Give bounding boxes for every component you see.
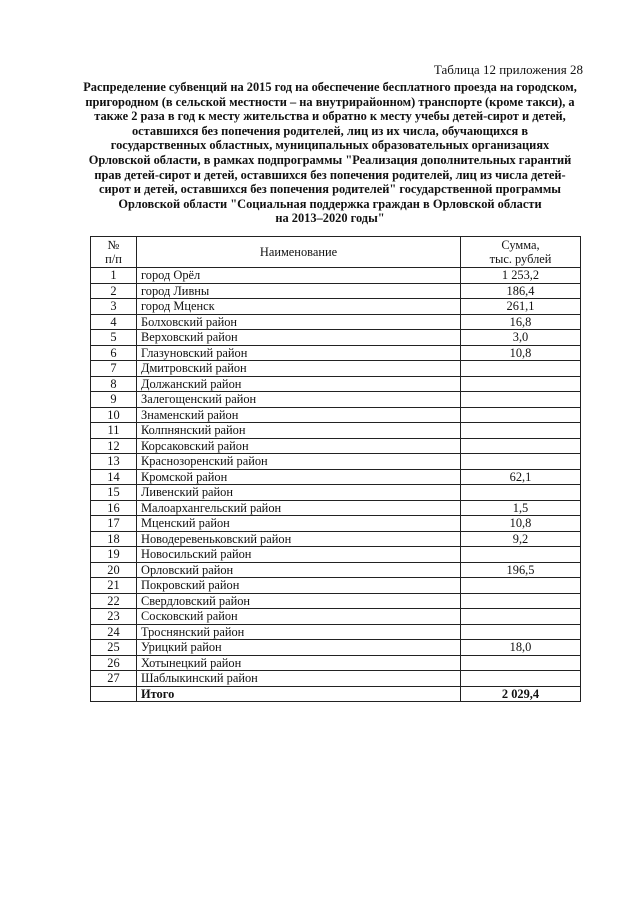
total-number: [91, 686, 137, 702]
row-sum: 261,1: [461, 299, 581, 315]
row-number: 10: [91, 407, 137, 423]
row-name: Хотынецкий район: [137, 655, 461, 671]
row-name: Новодеревеньковский район: [137, 531, 461, 547]
row-name: Знаменский район: [137, 407, 461, 423]
row-sum: 62,1: [461, 469, 581, 485]
row-sum: [461, 392, 581, 408]
document-title: Распределение субвенций на 2015 год на обеспечение бесплатного проезда на городском, пригородном (в сельской местности – на внутрирайонном) транспорте (кроме такси), а также 2 раза в год к месту жительства и обратно к месту учебы детей-сирот и детей, оставшихся без попечения родителей, лиц из их числа, обучающихся в государственных областных, муниципальных образовательных организациях Орловской области, в рамках подпрограммы "Реализация дополнительных гарантий прав детей-сирот и детей, оставшихся без попечения родителей, лиц из числа детей- сирот и детей, оставшихся без попечения родителей" государственной программы Орловской области "Социальная поддержка граждан в Орловской области на 2013–2020 годы": [83, 80, 577, 226]
row-number: 6: [91, 345, 137, 361]
row-name: Верховский район: [137, 330, 461, 346]
table-row: [91, 578, 581, 594]
row-number: 2: [91, 283, 137, 299]
table-row: [91, 299, 581, 315]
row-number: 4: [91, 314, 137, 330]
row-name: Орловский район: [137, 562, 461, 578]
row-sum: [461, 671, 581, 687]
row-sum: 1,5: [461, 500, 581, 516]
header-sum: Сумма, тыс. рублей: [461, 237, 581, 268]
row-name: Глазуновский район: [137, 345, 461, 361]
row-name: Новосильский район: [137, 547, 461, 563]
row-sum: 186,4: [461, 283, 581, 299]
row-name: Покровский район: [137, 578, 461, 594]
header-num: № п/п: [91, 237, 137, 268]
total-label: Итого: [137, 686, 461, 702]
row-name: Залегощенский район: [137, 392, 461, 408]
row-number: 16: [91, 500, 137, 516]
table-row: [91, 376, 581, 392]
row-name: Дмитровский район: [137, 361, 461, 377]
row-sum: [461, 655, 581, 671]
table-row: [91, 671, 581, 687]
table-row: [91, 423, 581, 439]
row-name: Ливенский район: [137, 485, 461, 501]
row-sum: [461, 624, 581, 640]
row-sum: [461, 485, 581, 501]
row-number: 15: [91, 485, 137, 501]
row-sum: 1 253,2: [461, 268, 581, 284]
table-row: [91, 314, 581, 330]
table-row: [91, 500, 581, 516]
row-sum: 10,8: [461, 345, 581, 361]
table-row: [91, 407, 581, 423]
table-row: [91, 345, 581, 361]
table-row: [91, 438, 581, 454]
subsidy-table: [90, 236, 581, 702]
row-number: 1: [91, 268, 137, 284]
table-header-row: [91, 237, 581, 268]
table-row: [91, 469, 581, 485]
table-row: [91, 392, 581, 408]
table-row: [91, 655, 581, 671]
row-number: 7: [91, 361, 137, 377]
row-name: Малоархангельский район: [137, 500, 461, 516]
row-number: 19: [91, 547, 137, 563]
row-number: 20: [91, 562, 137, 578]
row-sum: [461, 423, 581, 439]
table-body: [91, 268, 581, 702]
table-row: [91, 593, 581, 609]
table-row: [91, 640, 581, 656]
table-row: [91, 268, 581, 284]
row-sum: 196,5: [461, 562, 581, 578]
row-number: 5: [91, 330, 137, 346]
row-sum: [461, 609, 581, 625]
row-name: город Орёл: [137, 268, 461, 284]
row-number: 18: [91, 531, 137, 547]
table-row: [91, 330, 581, 346]
row-name: Сосковский район: [137, 609, 461, 625]
table-row: [91, 516, 581, 532]
row-sum: 9,2: [461, 531, 581, 547]
row-number: 9: [91, 392, 137, 408]
row-sum: [461, 578, 581, 594]
total-sum: 2 029,4: [461, 686, 581, 702]
row-sum: 3,0: [461, 330, 581, 346]
table-row: [91, 609, 581, 625]
row-name: город Мценск: [137, 299, 461, 315]
table-row: [91, 531, 581, 547]
row-name: Кромской район: [137, 469, 461, 485]
row-number: 27: [91, 671, 137, 687]
row-sum: [461, 376, 581, 392]
row-number: 26: [91, 655, 137, 671]
table-row: [91, 624, 581, 640]
row-sum: [461, 361, 581, 377]
row-name: Троснянский район: [137, 624, 461, 640]
total-row: [91, 686, 581, 702]
row-number: 11: [91, 423, 137, 439]
row-sum: [461, 454, 581, 470]
row-name: Болховский район: [137, 314, 461, 330]
row-number: 25: [91, 640, 137, 656]
row-number: 3: [91, 299, 137, 315]
table-row: [91, 361, 581, 377]
row-name: Урицкий район: [137, 640, 461, 656]
row-name: Свердловский район: [137, 593, 461, 609]
row-sum: [461, 593, 581, 609]
row-number: 23: [91, 609, 137, 625]
row-name: Шаблыкинский район: [137, 671, 461, 687]
row-number: 22: [91, 593, 137, 609]
table-reference: Таблица 12 приложения 28: [433, 62, 583, 77]
header-name: Наименование: [137, 237, 461, 268]
table-row: [91, 283, 581, 299]
row-sum: 18,0: [461, 640, 581, 656]
row-name: Должанский район: [137, 376, 461, 392]
row-name: Краснозоренский район: [137, 454, 461, 470]
table-row: [91, 562, 581, 578]
table-row: [91, 485, 581, 501]
row-sum: 16,8: [461, 314, 581, 330]
row-sum: [461, 438, 581, 454]
row-sum: [461, 407, 581, 423]
row-number: 21: [91, 578, 137, 594]
row-number: 8: [91, 376, 137, 392]
row-number: 14: [91, 469, 137, 485]
row-sum: [461, 547, 581, 563]
row-number: 12: [91, 438, 137, 454]
row-name: Мценский район: [137, 516, 461, 532]
row-name: город Ливны: [137, 283, 461, 299]
table-row: [91, 454, 581, 470]
table-row: [91, 547, 581, 563]
row-number: 17: [91, 516, 137, 532]
row-number: 13: [91, 454, 137, 470]
row-name: Корсаковский район: [137, 438, 461, 454]
row-number: 24: [91, 624, 137, 640]
row-name: Колпнянский район: [137, 423, 461, 439]
row-sum: 10,8: [461, 516, 581, 532]
